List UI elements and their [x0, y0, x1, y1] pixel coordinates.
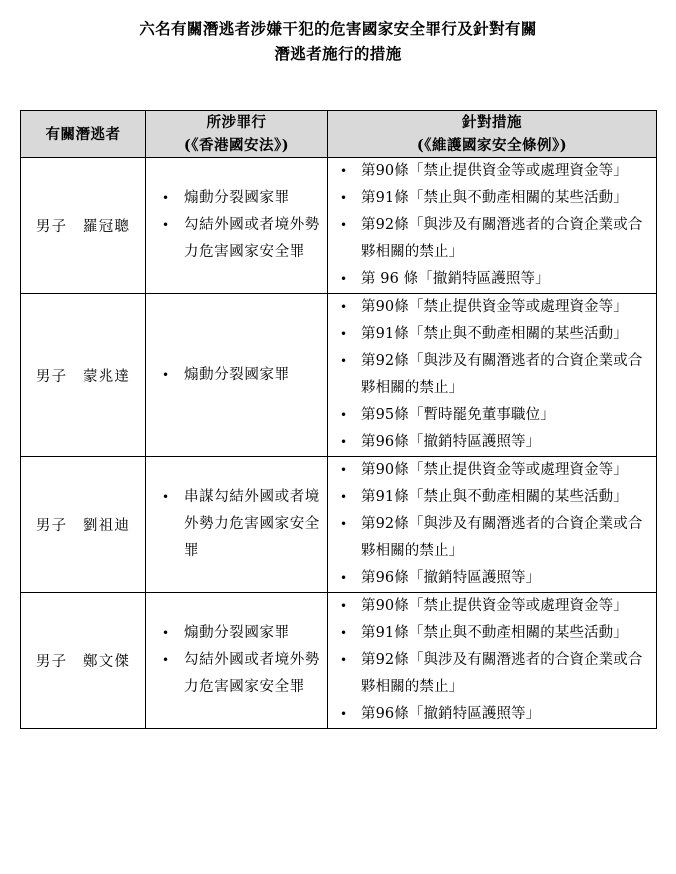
list-item: • 煽動分裂國家罪: [146, 620, 327, 647]
measure-list: [328, 158, 656, 293]
list-item: • 第91條「禁止與不動產相關的某些活動」: [328, 620, 656, 647]
person-name-cell: 男子 劉祖迪: [21, 457, 146, 593]
list-item: • 第96條「撤銷特區護照等」: [328, 429, 656, 456]
offences-cell: [146, 294, 328, 457]
list-item: • 勾結外國或者境外勢力危害國家安全罪: [146, 212, 327, 266]
column-header-measures-sub: (《維護國家安全條例》): [416, 137, 568, 154]
column-header-measures-main: 針對措施: [462, 114, 522, 131]
column-header-offence: [146, 111, 328, 158]
list-item: • 煽動分裂國家罪: [146, 362, 327, 389]
measures-cell: [328, 294, 657, 457]
list-item: • 第92條「與涉及有關潛逃者的合資企業或合夥相關的禁止」: [328, 647, 656, 701]
person-name-cell: 男子 羅冠聰: [21, 158, 146, 294]
list-item: • 煽動分裂國家罪: [146, 185, 327, 212]
table-header-row: [21, 111, 657, 158]
offences-cell: [146, 457, 328, 593]
list-item: • 第90條「禁止提供資金等或處理資金等」: [328, 294, 656, 321]
list-item: • 第90條「禁止提供資金等或處理資金等」: [328, 457, 656, 484]
measure-list: [328, 593, 656, 728]
column-header-offence-sub: (《香港國安法》): [183, 137, 290, 154]
list-item: • 第91條「禁止與不動產相關的某些活動」: [328, 321, 656, 348]
list-item: • 第92條「與涉及有關潛逃者的合資企業或合夥相關的禁止」: [328, 511, 656, 565]
list-item: • 第92條「與涉及有關潛逃者的合資企業或合夥相關的禁止」: [328, 348, 656, 402]
list-item: • 串謀勾結外國或者境外勢力危害國家安全罪: [146, 484, 327, 565]
table-body: [21, 158, 657, 729]
list-item: • 第91條「禁止與不動產相關的某些活動」: [328, 484, 656, 511]
offence-list: [146, 185, 327, 266]
offences-cell: [146, 593, 328, 729]
column-header-person: [21, 111, 146, 158]
page-title-line-2: 潛逃者施行的措施: [274, 44, 402, 63]
page-title: [60, 16, 616, 66]
list-item: • 第92條「與涉及有關潛逃者的合資企業或合夥相關的禁止」: [328, 212, 656, 266]
fugitives-table: [20, 110, 657, 729]
person-name-cell: 男子 蒙兆達: [21, 294, 146, 457]
measure-list: [328, 457, 656, 592]
offence-list: [146, 362, 327, 389]
table-row: [21, 294, 657, 457]
measures-cell: [328, 457, 657, 593]
measures-cell: [328, 158, 657, 294]
table-row: [21, 593, 657, 729]
measure-list: [328, 294, 656, 456]
list-item: • 第90條「禁止提供資金等或處理資金等」: [328, 158, 656, 185]
list-item: • 第96條「撤銷特區護照等」: [328, 701, 656, 728]
page-title-line-1: 六名有關潛逃者涉嫌干犯的危害國家安全罪行及針對有關: [139, 19, 537, 38]
list-item: • 第90條「禁止提供資金等或處理資金等」: [328, 593, 656, 620]
table-header: [21, 111, 657, 158]
offence-list: [146, 620, 327, 701]
offences-cell: [146, 158, 328, 294]
list-item: • 第 96 條「撤銷特區護照等」: [328, 266, 656, 293]
list-item: • 勾結外國或者境外勢力危害國家安全罪: [146, 647, 327, 701]
person-name-cell: 男子 鄭文傑: [21, 593, 146, 729]
list-item: • 第95條「暫時罷免董事職位」: [328, 402, 656, 429]
fugitives-table-wrapper: [20, 110, 656, 729]
column-header-measures: [328, 111, 657, 158]
column-header-offence-main: 所涉罪行: [206, 114, 267, 131]
column-header-person-main: 有關潛逃者: [45, 125, 121, 143]
table-row: [21, 158, 657, 294]
offence-list: [146, 484, 327, 565]
table-row: [21, 457, 657, 593]
list-item: • 第91條「禁止與不動產相關的某些活動」: [328, 185, 656, 212]
list-item: • 第96條「撤銷特區護照等」: [328, 565, 656, 592]
measures-cell: [328, 593, 657, 729]
